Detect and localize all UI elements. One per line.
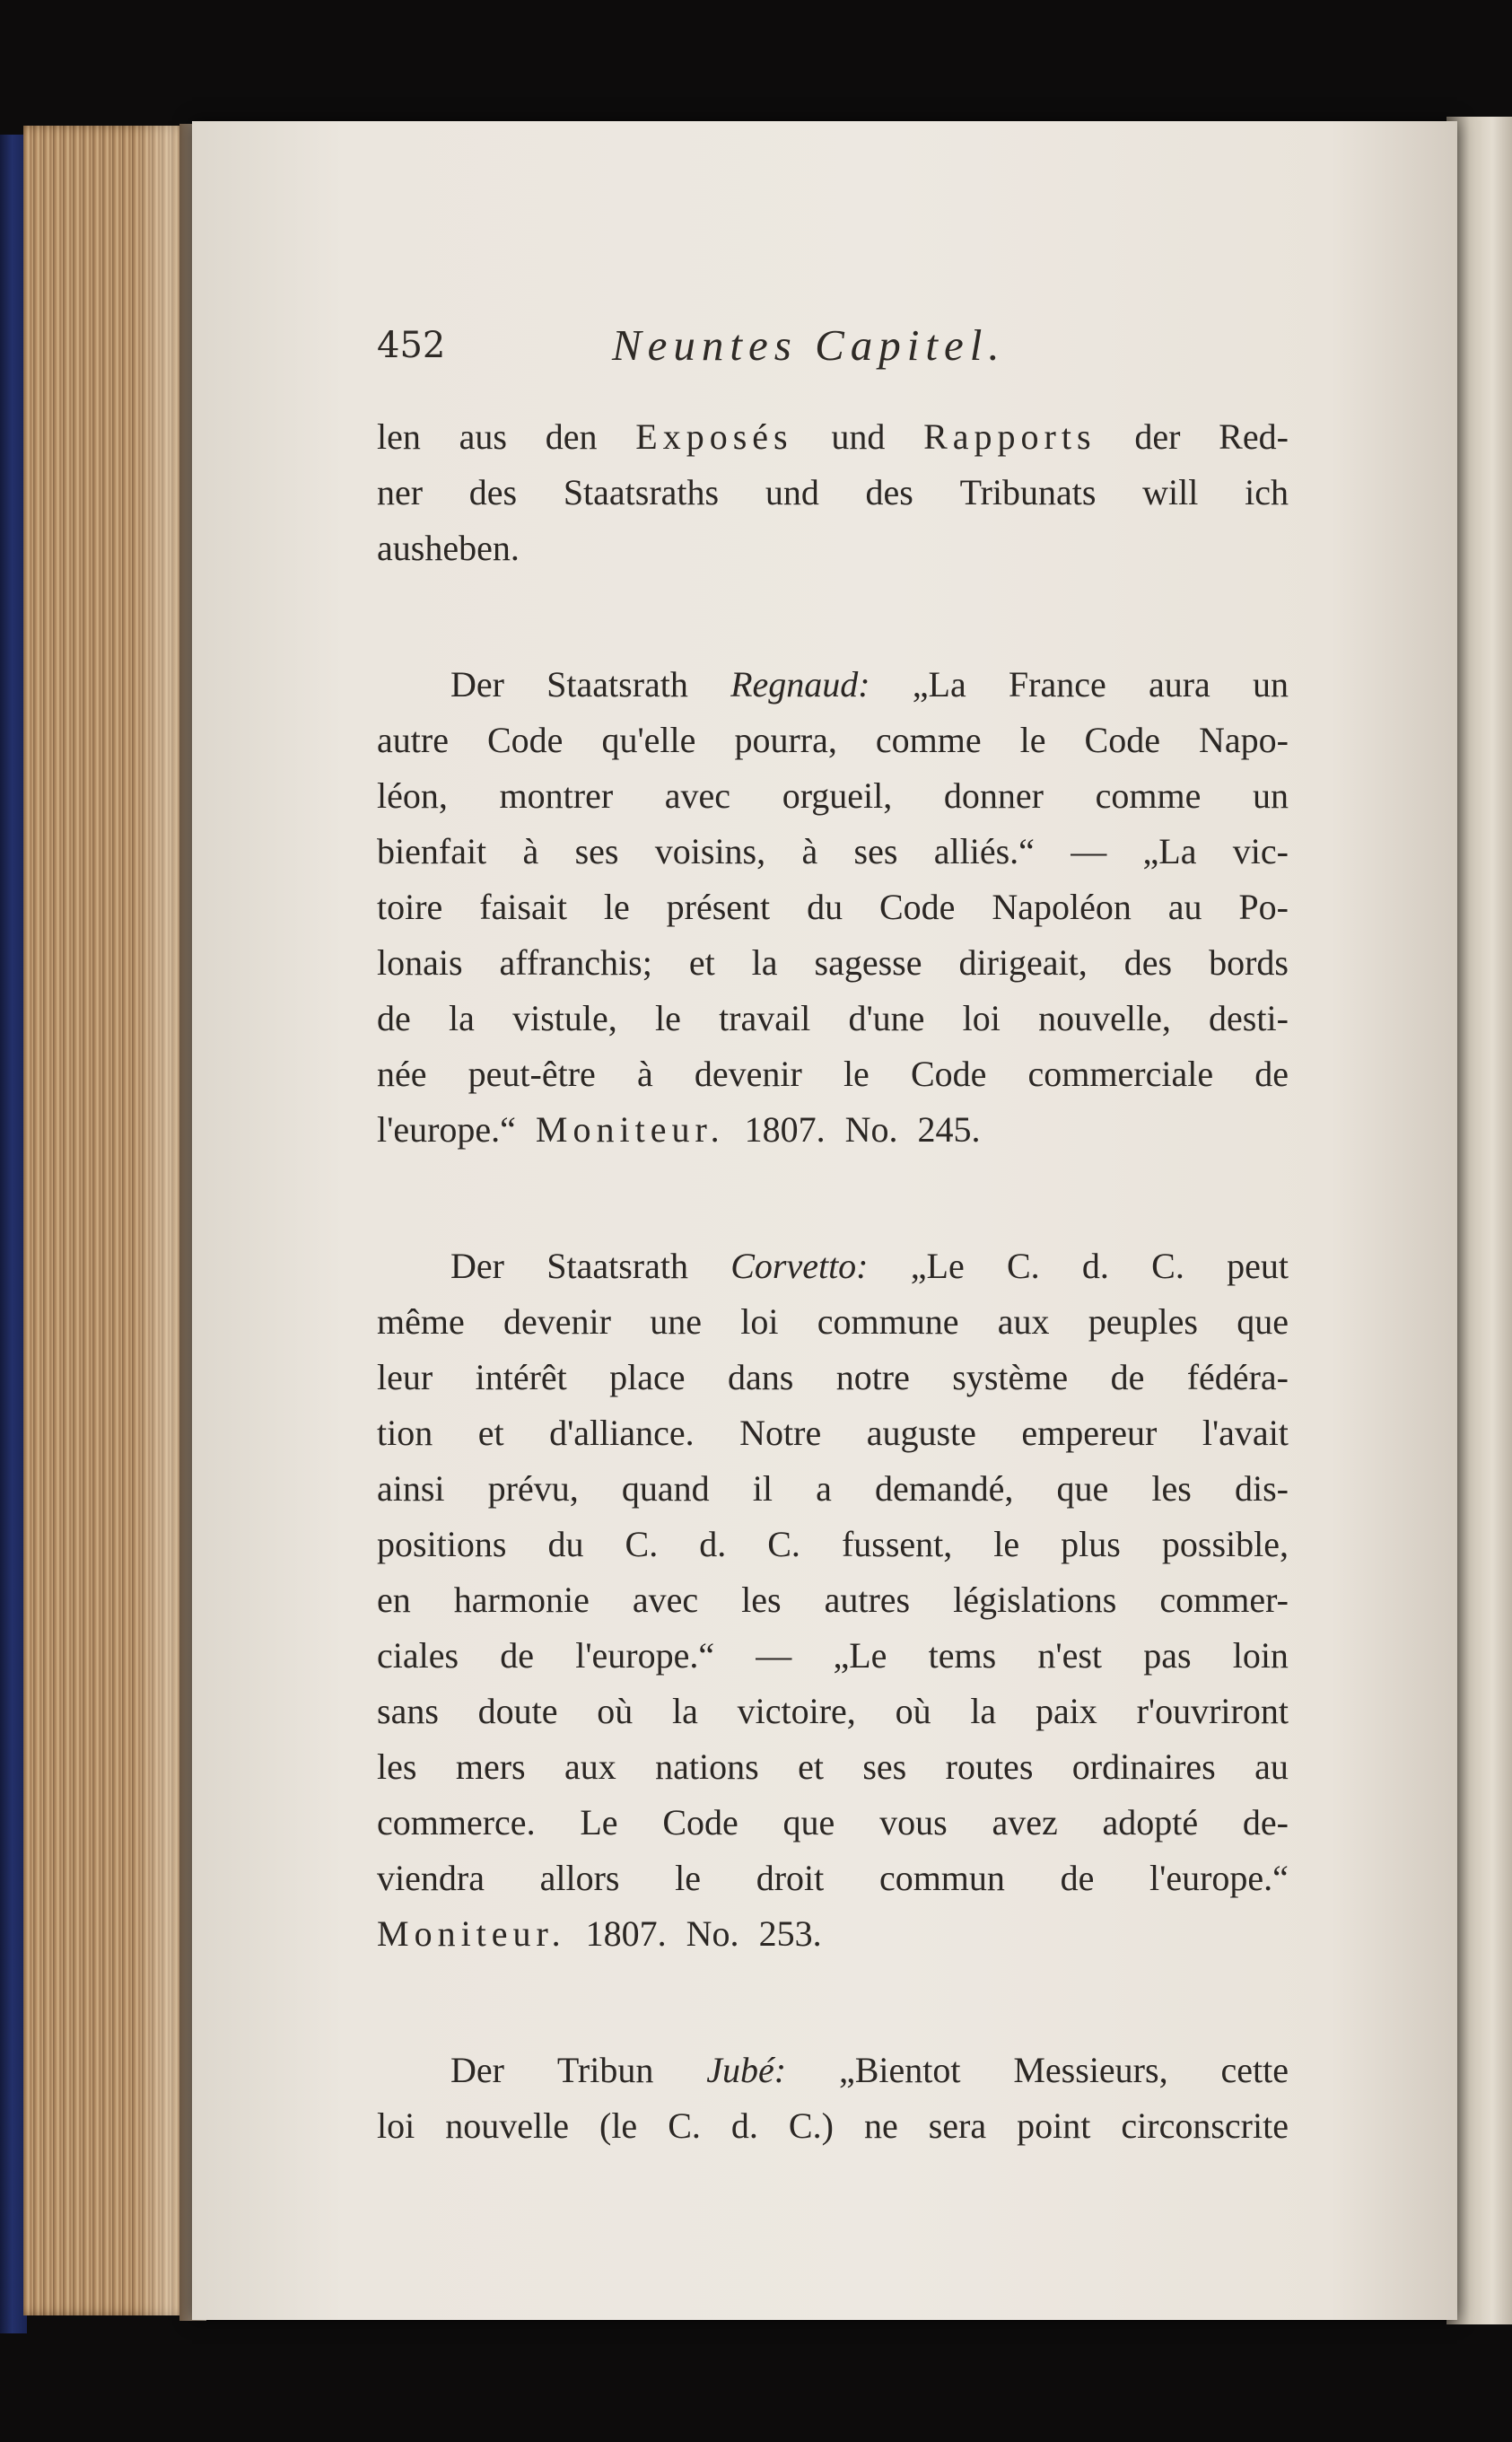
word: peut-être bbox=[468, 1054, 596, 1094]
word: will bbox=[1142, 472, 1199, 512]
word: commerce. bbox=[377, 1802, 536, 1842]
word: mers bbox=[455, 1746, 526, 1787]
word: née bbox=[377, 1054, 427, 1094]
word: les bbox=[1151, 1468, 1192, 1509]
word: ses bbox=[862, 1746, 907, 1787]
word: ses bbox=[853, 831, 898, 871]
word: même bbox=[377, 1301, 465, 1342]
word: „La bbox=[912, 664, 966, 705]
word: où bbox=[597, 1691, 634, 1731]
word: Der bbox=[450, 1246, 504, 1286]
word: de bbox=[500, 1635, 535, 1676]
word: Rapports bbox=[923, 416, 1097, 457]
word: ciales bbox=[377, 1635, 459, 1676]
word: que bbox=[1237, 1301, 1289, 1342]
page-number: 452 bbox=[377, 325, 446, 366]
word: len bbox=[377, 416, 421, 457]
text-line bbox=[377, 713, 1289, 768]
word: au bbox=[1167, 887, 1202, 927]
text-line bbox=[377, 935, 1289, 991]
word: devenir bbox=[694, 1054, 802, 1094]
word: C. bbox=[668, 2105, 701, 2146]
word: Tribunats bbox=[959, 472, 1097, 512]
word: adopté bbox=[1102, 1802, 1199, 1842]
text-line bbox=[377, 1851, 1289, 1906]
word: aus bbox=[459, 416, 507, 457]
word: aux bbox=[564, 1746, 616, 1787]
word: loi bbox=[740, 1301, 779, 1342]
word: le bbox=[843, 1054, 870, 1094]
word: Moniteur. bbox=[535, 1109, 725, 1150]
word: devenir bbox=[503, 1301, 611, 1342]
word: il bbox=[752, 1468, 773, 1509]
word: 1807. bbox=[585, 1913, 667, 1954]
word: la bbox=[751, 942, 778, 983]
word: l'europe.“ bbox=[377, 1109, 516, 1150]
text-line bbox=[377, 1102, 1289, 1158]
word: Regnaud: bbox=[730, 664, 870, 705]
text-line bbox=[377, 521, 1289, 576]
word: à bbox=[636, 1054, 653, 1094]
word: Code bbox=[878, 887, 956, 927]
text-line bbox=[377, 1906, 1289, 1962]
word: ainsi bbox=[377, 1468, 445, 1509]
word: sans bbox=[377, 1691, 439, 1731]
word: d. bbox=[1081, 1246, 1109, 1286]
word: que bbox=[1056, 1468, 1109, 1509]
word: avec bbox=[632, 1580, 699, 1620]
word: circonscrite bbox=[1121, 2105, 1289, 2146]
word: den bbox=[545, 416, 598, 457]
word: (le bbox=[599, 2105, 638, 2146]
text-line bbox=[377, 1572, 1289, 1628]
word: France bbox=[1008, 664, 1106, 705]
word: desti- bbox=[1209, 998, 1289, 1038]
word: léon, bbox=[377, 775, 448, 816]
word: tems bbox=[928, 1635, 997, 1676]
text-line bbox=[377, 1739, 1289, 1795]
word: autres bbox=[824, 1580, 911, 1620]
word: d. bbox=[699, 1524, 727, 1564]
word: Red- bbox=[1219, 416, 1289, 457]
word: point bbox=[1017, 2105, 1091, 2146]
word: alliés.“ bbox=[933, 831, 1035, 871]
word: 253. bbox=[758, 1913, 822, 1954]
word: à bbox=[801, 831, 818, 871]
word: bienfait bbox=[377, 831, 487, 871]
text-line bbox=[377, 880, 1289, 935]
word: der bbox=[1134, 416, 1181, 457]
word: nations bbox=[655, 1746, 759, 1787]
text-line bbox=[377, 1628, 1289, 1684]
word: Jubé: bbox=[706, 2050, 787, 2090]
word: système bbox=[952, 1357, 1069, 1397]
word: toire bbox=[377, 887, 443, 927]
word: le bbox=[1019, 720, 1046, 760]
word: demandé, bbox=[875, 1468, 1014, 1509]
word: un bbox=[1253, 775, 1289, 816]
word: routes bbox=[945, 1746, 1034, 1787]
word: loin bbox=[1232, 1635, 1289, 1676]
word: pourra, bbox=[734, 720, 837, 760]
word: que bbox=[782, 1802, 835, 1842]
word: Code bbox=[1084, 720, 1160, 760]
word: Der bbox=[450, 664, 504, 705]
word: d'alliance. bbox=[549, 1413, 695, 1453]
paragraph-gap bbox=[377, 576, 1289, 657]
running-title: Neuntes Capitel. bbox=[612, 320, 1006, 370]
word: et bbox=[477, 1413, 504, 1453]
word: la bbox=[448, 998, 475, 1038]
word: leur bbox=[377, 1357, 433, 1397]
text-line bbox=[377, 1795, 1289, 1851]
text-line bbox=[377, 1239, 1289, 1294]
word: Le bbox=[580, 1802, 618, 1842]
word: place bbox=[609, 1357, 686, 1397]
word: commer- bbox=[1159, 1580, 1289, 1620]
word: des bbox=[1123, 942, 1173, 983]
word: C. bbox=[767, 1524, 800, 1564]
word: l'europe.“ bbox=[575, 1635, 715, 1676]
word: prévu, bbox=[487, 1468, 579, 1509]
word: le bbox=[993, 1524, 1020, 1564]
word: et bbox=[798, 1746, 824, 1787]
word: le bbox=[675, 1858, 702, 1898]
word: viendra bbox=[377, 1858, 485, 1898]
word: „La bbox=[1142, 831, 1197, 871]
word: qu'elle bbox=[601, 720, 696, 760]
text-line bbox=[377, 1517, 1289, 1572]
word: Napo- bbox=[1199, 720, 1289, 760]
word: le bbox=[603, 887, 630, 927]
word: avez bbox=[992, 1802, 1058, 1842]
word: vic- bbox=[1232, 831, 1289, 871]
word: plus bbox=[1061, 1524, 1121, 1564]
word: donner bbox=[943, 775, 1044, 816]
word: l'europe.“ bbox=[1149, 1858, 1289, 1898]
word: les bbox=[741, 1580, 782, 1620]
word: auguste bbox=[866, 1413, 976, 1453]
word: le bbox=[654, 998, 681, 1038]
word: à bbox=[522, 831, 539, 871]
word: allors bbox=[539, 1858, 620, 1898]
word: du bbox=[807, 887, 843, 927]
word: orgueil, bbox=[782, 775, 893, 816]
word: ne bbox=[863, 2105, 898, 2146]
word: travail bbox=[719, 998, 811, 1038]
word: Corvetto: bbox=[730, 1246, 869, 1286]
word: ner bbox=[377, 472, 424, 512]
word: C. bbox=[1151, 1246, 1184, 1286]
word: pas bbox=[1143, 1635, 1192, 1676]
word: Staatsrath bbox=[546, 664, 688, 705]
word: dans bbox=[727, 1357, 794, 1397]
word: nouvelle, bbox=[1038, 998, 1171, 1038]
word: 245. bbox=[917, 1109, 981, 1150]
word: Tribun bbox=[556, 2050, 654, 2090]
word: Staatsrath bbox=[546, 1246, 688, 1286]
word: „Le bbox=[910, 1246, 965, 1286]
word: d'une bbox=[848, 998, 925, 1038]
word: des bbox=[468, 472, 518, 512]
word: tion bbox=[377, 1413, 433, 1453]
word: vistule, bbox=[512, 998, 617, 1038]
word: sera bbox=[928, 2105, 987, 2146]
word: peuples bbox=[1088, 1301, 1198, 1342]
word: fédéra- bbox=[1186, 1357, 1289, 1397]
word: dirigeait, bbox=[958, 942, 1088, 983]
word: Exposés bbox=[635, 416, 793, 457]
word: de bbox=[377, 998, 411, 1038]
word: d. bbox=[730, 2105, 758, 2146]
word: possible, bbox=[1161, 1524, 1289, 1564]
word: présent bbox=[666, 887, 771, 927]
word: victoire, bbox=[737, 1691, 856, 1731]
text-line bbox=[377, 2098, 1289, 2154]
word: C. bbox=[1006, 1246, 1040, 1286]
word: la bbox=[970, 1691, 997, 1731]
word: „Bientot bbox=[838, 2050, 961, 2090]
word: Messieurs, bbox=[1013, 2050, 1168, 2090]
word: la bbox=[672, 1691, 698, 1731]
word: Moniteur. bbox=[377, 1913, 566, 1954]
word: de bbox=[1060, 1858, 1095, 1898]
word: des bbox=[865, 472, 913, 512]
word: „Le bbox=[833, 1635, 887, 1676]
word: und bbox=[831, 416, 886, 457]
body-text bbox=[377, 409, 1289, 2154]
text-line bbox=[377, 2043, 1289, 2098]
word: r'ouvriront bbox=[1136, 1691, 1289, 1731]
text-line bbox=[377, 991, 1289, 1046]
word: comme bbox=[875, 720, 982, 760]
word: du bbox=[547, 1524, 584, 1564]
word: autre bbox=[377, 720, 449, 760]
word: de- bbox=[1242, 1802, 1289, 1842]
word: cette bbox=[1220, 2050, 1289, 2090]
word: Code bbox=[486, 720, 564, 760]
word: comme bbox=[1095, 775, 1202, 816]
word: — bbox=[1071, 831, 1107, 871]
text-line bbox=[377, 1461, 1289, 1517]
text-line bbox=[377, 465, 1289, 521]
word: sagesse bbox=[814, 942, 922, 983]
word: de bbox=[1110, 1357, 1145, 1397]
word: quand bbox=[621, 1468, 710, 1509]
word: où bbox=[895, 1691, 931, 1731]
word: loi bbox=[962, 998, 1001, 1038]
page-header bbox=[377, 320, 1310, 388]
word: voisins, bbox=[654, 831, 766, 871]
word: loi bbox=[377, 2105, 415, 2146]
word: aux bbox=[997, 1301, 1050, 1342]
word: peut bbox=[1227, 1246, 1289, 1286]
text-line bbox=[377, 657, 1289, 713]
word: l'avait bbox=[1202, 1413, 1289, 1453]
word: faisait bbox=[479, 887, 567, 927]
word: No. bbox=[844, 1109, 898, 1150]
paragraph-gap bbox=[377, 1962, 1289, 2043]
word: une bbox=[650, 1301, 702, 1342]
word: un bbox=[1252, 664, 1289, 705]
word: montrer bbox=[499, 775, 614, 816]
text-line bbox=[377, 1350, 1289, 1405]
word: ordinaires bbox=[1071, 1746, 1216, 1787]
word: paix bbox=[1035, 1691, 1097, 1731]
text-line bbox=[377, 824, 1289, 880]
word: intérêt bbox=[475, 1357, 567, 1397]
word: empereur bbox=[1021, 1413, 1158, 1453]
word: C. bbox=[625, 1524, 659, 1564]
word: commune bbox=[817, 1301, 959, 1342]
word: ausheben. bbox=[377, 528, 520, 568]
text-line bbox=[377, 1684, 1289, 1739]
word: droit bbox=[756, 1858, 825, 1898]
word: positions bbox=[377, 1524, 507, 1564]
word: C.) bbox=[788, 2105, 834, 2146]
word: Code bbox=[662, 1802, 739, 1842]
word: de bbox=[1254, 1054, 1289, 1094]
text-line bbox=[377, 1046, 1289, 1102]
word: doute bbox=[477, 1691, 558, 1731]
word: ses bbox=[574, 831, 619, 871]
word: dis- bbox=[1234, 1468, 1289, 1509]
text-line bbox=[377, 1405, 1289, 1461]
word: affranchis; bbox=[499, 942, 652, 983]
word: les bbox=[377, 1746, 417, 1787]
word: Napoléon bbox=[992, 887, 1132, 927]
word: Notre bbox=[739, 1413, 822, 1453]
word: harmonie bbox=[453, 1580, 590, 1620]
word: nouvelle bbox=[445, 2105, 569, 2146]
word: bords bbox=[1209, 942, 1289, 983]
word: a bbox=[816, 1468, 832, 1509]
word: aura bbox=[1148, 664, 1210, 705]
word: commerciale bbox=[1027, 1054, 1214, 1094]
word: avec bbox=[664, 775, 731, 816]
text-line bbox=[377, 409, 1289, 465]
word: en bbox=[377, 1580, 411, 1620]
word: 1807. bbox=[744, 1109, 826, 1150]
word: commun bbox=[878, 1858, 1005, 1898]
paragraph-gap bbox=[377, 1158, 1289, 1239]
text-line bbox=[377, 1294, 1289, 1350]
word: No. bbox=[686, 1913, 739, 1954]
word: lonais bbox=[377, 942, 463, 983]
word: ich bbox=[1245, 472, 1289, 512]
word: au bbox=[1254, 1746, 1289, 1787]
word: notre bbox=[835, 1357, 910, 1397]
word: législations bbox=[953, 1580, 1117, 1620]
word: n'est bbox=[1037, 1635, 1102, 1676]
word: Code bbox=[910, 1054, 987, 1094]
text-line bbox=[377, 768, 1289, 824]
word: fussent, bbox=[841, 1524, 953, 1564]
word: — bbox=[756, 1635, 792, 1676]
word: und bbox=[765, 472, 819, 512]
word: Der bbox=[450, 2050, 504, 2090]
word: Staatsraths bbox=[563, 472, 720, 512]
word: vous bbox=[879, 1802, 948, 1842]
word: Po- bbox=[1238, 887, 1289, 927]
word: et bbox=[688, 942, 715, 983]
